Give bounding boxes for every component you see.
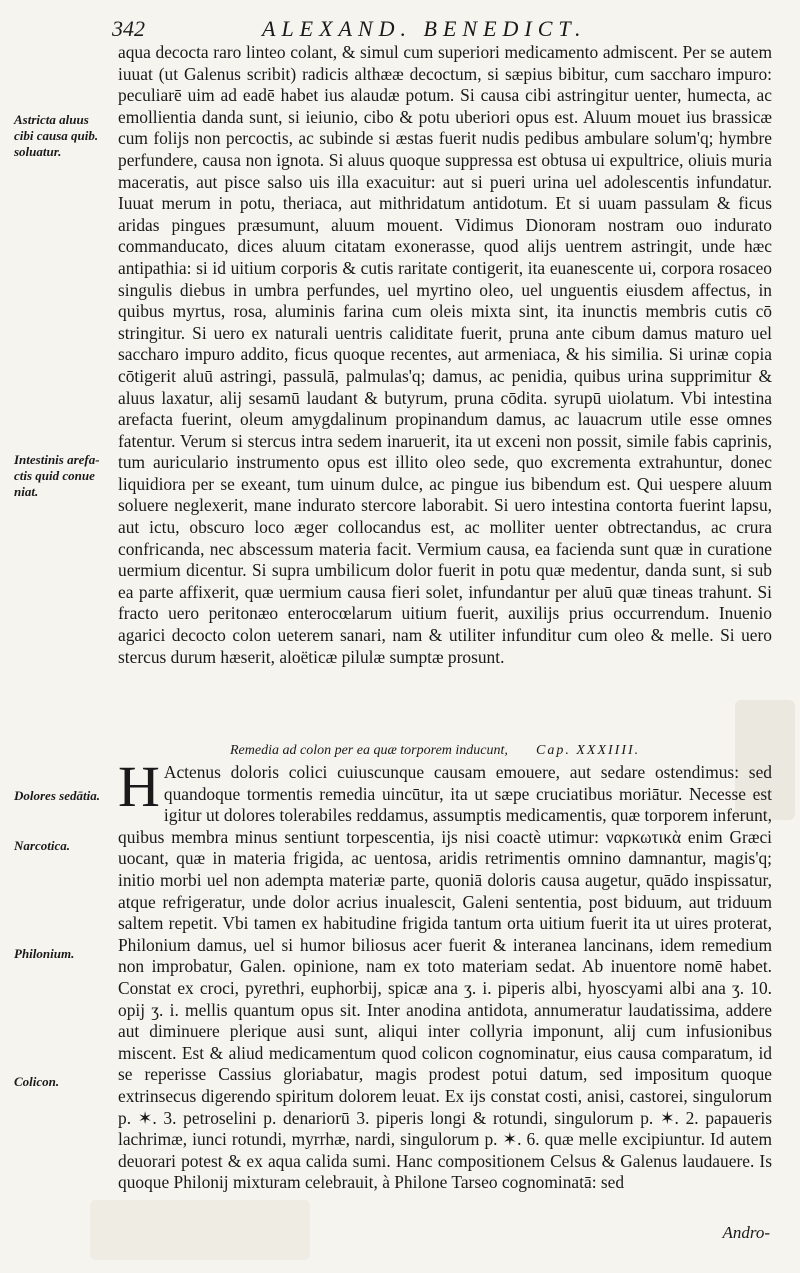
page-stain	[90, 1200, 310, 1260]
margin-note: Philonium.	[14, 946, 75, 961]
margin-note: Astricta aluus cibi causa quib. soluatur.	[14, 112, 99, 159]
body-text-block: aqua decocta raro linteo colant, & simul cum superiori medicamento admiscent. Per se autem iuuat (ut Galenus scribit) radicis althææ decoctum, si sæpius bibitur, cum saccharo impuro: peculiarē uim ad eadē habet ius alaudæ potum. Si causa cibi astringitur uenter, humecta, ac emollientia danda sunt, si ieiunio, cibo & potu uberiori opus est. Aluum mouet ius brassicæ cum folijs non percoctis, ac subinde si æstas fuerit nudis pedibus ambulare solum'q; hymbre perfundere, causa non ignota. Si aluus quoque suppressa est obtusa ui expultrice, oliuis muria maceratis, aut pisce salso uis illa exacuitur: aut si pueri urina uel adolescentis infundatur. Iuuat merum in potu, theriaca, aut mithridatum antidotum. Et si uuam passulam & ficus aridas pingues præsumunt, aluum mouent. Vidimus Dionoram nostram ouo indurato commanducato, dices aluum citatam exonerasse, quod alijs uentrem astringit, unde hæc antipathia: si id uitium corporis & cutis raritate contigerit, ita euanescente ui, corpora rosaceo singulis diebus in umbra perfundes, uel myrtino oleo, uel unguentis eiusdem affectus, in quibus myrtus, rosa, aluminis farina cum oleis mixta sint, ita inunctis membris cutis cō stringitur. Si uero ex naturali uentris caliditate fuerit, pruna ante cibum damus maturo uel saccharo impuro addito, ficus quoque recentes, aut armeniaca, & his similia. Si urinæ copia cōtigerit aluū astringi, passulā, palmulas'q; damus, ac penidia, quibus urina supprimitur & aluus laxatur, alij sesamū laudant & butyrum, pruna cōdita. syrupū uiolatum. Vbi intestina arefacta fuerint, oleum amygdalinum propinandum damus, ac lauacrum utile esse omnes fatentur. Verum si stercus intra sedem inaruerit, ita ut exceni non possit, simile fabis caprinis, tum auriculario instrumento opus est illito oleo sede, quo excrementa extrahuntur, donec liquidiora per se exeant, tum uinum dulce, ac pingue ius bibendum est. Qui uespere aluum soluere neglexerit, mane indurato stercore laborabit. Si uero intestina contorta fuerint lapsu, aut ictu, obscuro loco æger collocandus est, ac molliter uenter obtrectandus, ac crura confricanda, nec abscessum materia facit. Vermium causa, ea facienda sunt quæ in curatione uermium dicentur. Si supra umbilicum dolor fuerit in potu quæ medentur, danda sunt, si sub ea parte affixerit, quæ uermium causa fieri solet, infundantur per aluū quæ tineas trahunt. Si fracto uero peritonæo enterocœlarum uitium fuerit, auxilijs prius occurrendum. Inuenio agarici decocto colon ueterem sanari, nam & utiliter infunditur cum oleo & melle. Si uero stercus durum hæserit, aloëticæ pilulæ sumptæ prosunt.	[118, 42, 772, 667]
catchword: Andro-	[722, 1223, 770, 1242]
running-head-title: ALEXAND. BENEDICT.	[262, 16, 587, 41]
margin-note: Dolores sedātia.	[14, 788, 100, 803]
drop-cap: H	[118, 754, 160, 819]
chapter-title: Remedia ad colon per ea quæ torporem inducunt,	[230, 743, 508, 758]
margin-note: Colicon.	[14, 1074, 60, 1089]
margin-note: Narcotica.	[14, 838, 70, 853]
running-header	[112, 16, 772, 42]
chapter-body-text: Actenus doloris colici cuiuscunque causam emouere, aut sedare ostendimus: sed quandoque tormentis remedia uincūtur, ita ut sæpe cruciatibus moriātur. Necesse est igitur ut dolores tolerabiles reddamus, assumptis medicamentis, quæ torporem inferunt, quibus membra minus sentiunt torpescentia, ijs nisi coactè utimur: ναρκωτικὰ enim Græci uocant, quæ in materia frigida, ac uentosa, aridis retrimentis omnino damnantur, magis'q; initio morbi uel non adempta materiæ parte, quoniā doloris causa augetur, quādo inspissatur, atque refrigeratur, unde dolor acrius inualescit, Galeni sententia, post biduum, aut triduum saltem repetit. Vbi tamen ex habitudine frigida tantum orta uitium fuerit ita ut uires proterat, Philonium damus, uel si humor biliosus acer fuerit & interanea lancinans, idem remedium non improbatur, Galen. opinione, nam ex toto materiam sedat. Ab inuentore nomē habet. Constat ex croci, pyrethri, euphorbij, spicæ ana ʒ. i. piperis albi, hyoscyami albi ana ʒ. 10. opij ʒ. i. mellis quantum opus sit. Inter anodina antidota, annumeratur laudatissima, addere aut diminuere plerique ausi sunt, aliqui inter collyria imponunt, alij cum infusionibus miscent. Est & aliud medicamentum quod colicon cognominatur, eius causa comparatum, id se reperisse Cassius gloriabatur, magis prodest potui datum, sed impositum quoque extrinsecus digerendo spiritum dolorem leuat. Ex ijs constat costi, anisi, castorei, singulorum p. ✶. 3. petroselini p. denariorū 3. piperis longi & rotundi, singulorum p. ✶. 2. papaueris lachrimæ, iunci rotundi, myrrhæ, nardi, singulorum p. ✶. 6. quæ melle excipiuntur. Id autem deuorari potest & ex aqua calida sumi. Hanc compositionem Celsus & Galenus laudauere. Is quoque Philonij mixturam celebrauit, à Philone Tarseo cognominatā: sed	[118, 762, 772, 1193]
page-number: 342	[112, 16, 145, 41]
margin-note: Intestinis arefa- ctis quid conue niat.	[14, 452, 100, 499]
chapter-number: Cap. XXXIIII.	[536, 743, 641, 758]
chapter-body	[118, 754, 772, 1194]
chapter-heading	[230, 743, 710, 759]
